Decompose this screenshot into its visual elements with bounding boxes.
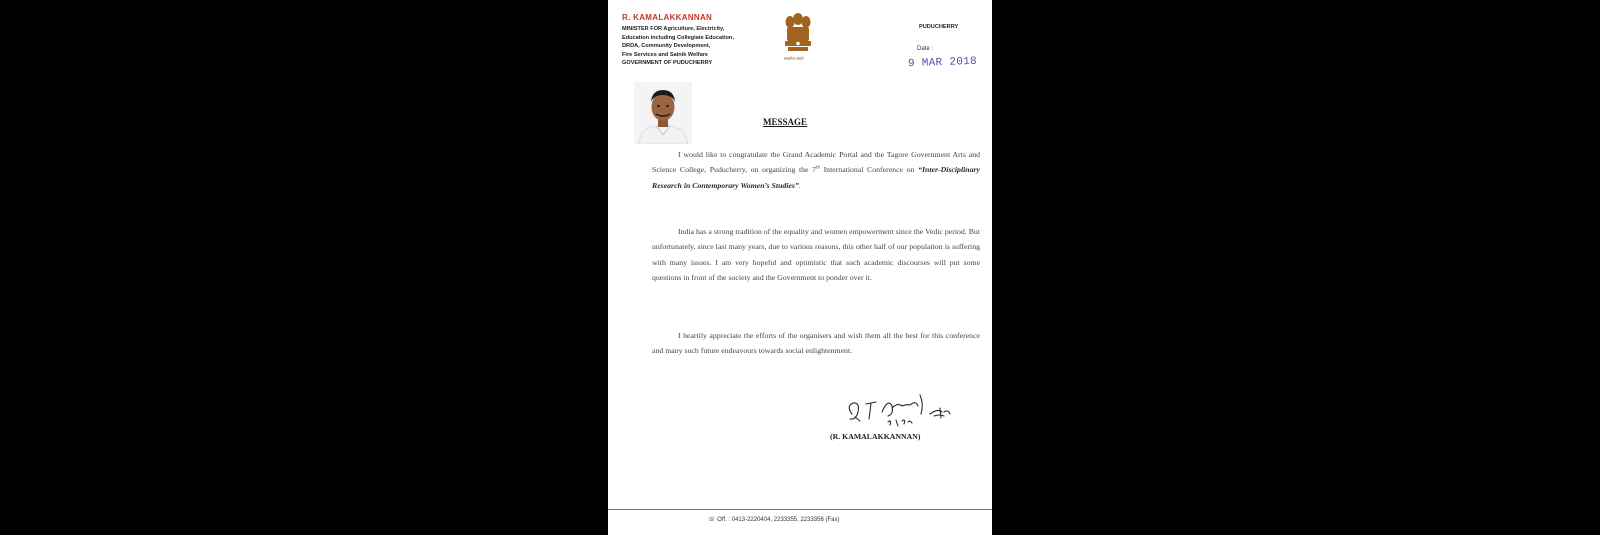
portfolio-line: MINISTER FOR Agriculture, Electricity, [622, 26, 725, 32]
paragraph-text: I heartily appreciate the efforts of the organisers and wish them all the best for this conference and many such future endeavours towards social enlightenment. [652, 331, 980, 356]
conference-title: “Inter-Disciplinary Research in Contemporary Women’s Studies” [652, 165, 981, 190]
footer-divider [608, 509, 992, 510]
message-paragraph-1 [652, 147, 980, 193]
message-paragraph-2 [652, 224, 980, 286]
portfolio-line: Education including Collegiate Education, [622, 34, 734, 41]
signatory-name: (R. KAMALAKKANNAN) [830, 432, 921, 441]
emblem-motto: सत्यमेव जयते [784, 56, 804, 61]
ordinal-suffix: th [816, 165, 820, 171]
government-line: GOVERNMENT OF PUDUCHERRY [622, 60, 713, 67]
message-paragraph-3 [652, 328, 980, 359]
minister-photo [634, 82, 692, 144]
paragraph-text: I would like to congratulate the Grand Academic Portal and the Tagore Government Arts and Science College, Puducherry, on organizing the 7 [652, 150, 980, 175]
national-emblem-icon [780, 10, 816, 62]
paragraph-text: . [798, 180, 801, 190]
paragraph-text: India has a strong tradition of the equality and women empowerment since the Vedic period. But unfortunately, since last many years, due to various reasons, this other half of our population is suffering with many issues. I am very hopeful and optimistic that such academic discourses will put some questions in front of the society and the Government to ponder over it. [652, 227, 980, 283]
paragraph-text: International Conference on [819, 165, 919, 175]
message-heading: MESSAGE [763, 117, 808, 127]
minister-portfolio [622, 25, 762, 68]
date-stamp: 9 MAR 2018 [907, 55, 978, 71]
letter-page [608, 0, 992, 535]
minister-name: R. KAMALAKKANNAN [622, 13, 713, 22]
place-label: PUDUCHERRY [919, 24, 959, 30]
date-label: Date : [917, 46, 934, 52]
handwritten-signature [844, 392, 954, 434]
portfolio-line: Fire Services and Sainik Welfare [622, 51, 709, 58]
footer-contact: ☏ Off. : 0413-2220404, 2233355, 2233356 (Fax) [708, 517, 840, 523]
portfolio-line: DRDA, Community Development, [622, 43, 711, 50]
